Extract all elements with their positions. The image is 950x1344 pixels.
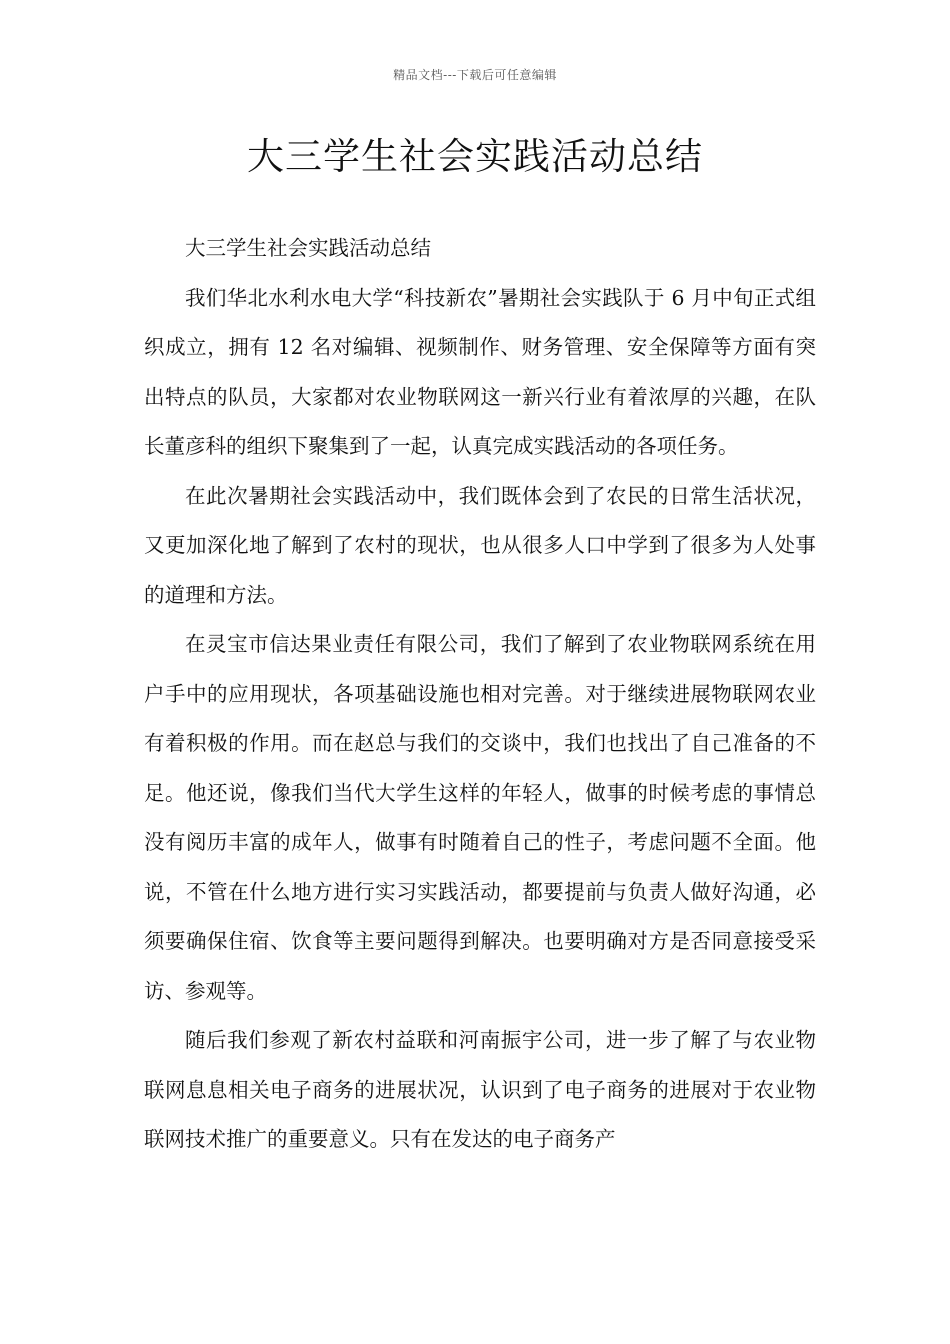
document-title: 大三学生社会实践活动总结 xyxy=(247,135,703,178)
paragraph-subtitle: 大三学生社会实践活动总结 xyxy=(185,236,431,260)
paragraph-experience: 在此次暑期社会实践活动中，我们既体会到了农民的日常生活状况，又更加深化地了解到了农村的现状，也从很多人口中学到了很多为人处事的道理和方法。 xyxy=(144,483,816,607)
paragraph-ecommerce: 随后我们参观了新农村益联和河南振宇公司，进一步了解了与农业物联网息息相关电子商务的进展状况，认识到了电子商务的进展对于农业物联网技术推广的重要意义。只有在发达的电子商务产 xyxy=(144,1028,816,1151)
paragraph-lingbao: 在灵宝市信达果业责任有限公司，我们了解到了农业物联网系统在用户手中的应用现状，各项基础设施也相对完善。对于继续进展物联网农业有着积极的作用。而在赵总与我们的交谈中，我们也找出了自己准备的不足。他还说，像我们当代大学生这样的年轻人，做事的时候考虑的事情总没有阅历丰富的成年人，做事有时随着自己的性子，考虑问题不全面。他说，不管在什么地方进行实习实践活动，都要提前与负责人做好沟通，必须要确保住宿、饮食等主要问题得到解决。也要明确对方是否同意接受采访、参观等。 xyxy=(144,632,816,1003)
paragraph-intro: 我们华北水利水电大学“科技新农”暑期社会实践队于 6 月中旬正式组织成立，拥有 12 名对编辑、视频制作、财务管理、安全保障等方面有突出特点的队员，大家都对农业物联网这一新兴行业有着浓厚的兴趣，在队长董彦科的组织下聚集到了一起，认真完成实践活动的各项任务。 xyxy=(144,285,816,458)
document-body xyxy=(144,224,816,1165)
header-note: 精品文档---下载后可任意编辑 xyxy=(393,68,557,82)
